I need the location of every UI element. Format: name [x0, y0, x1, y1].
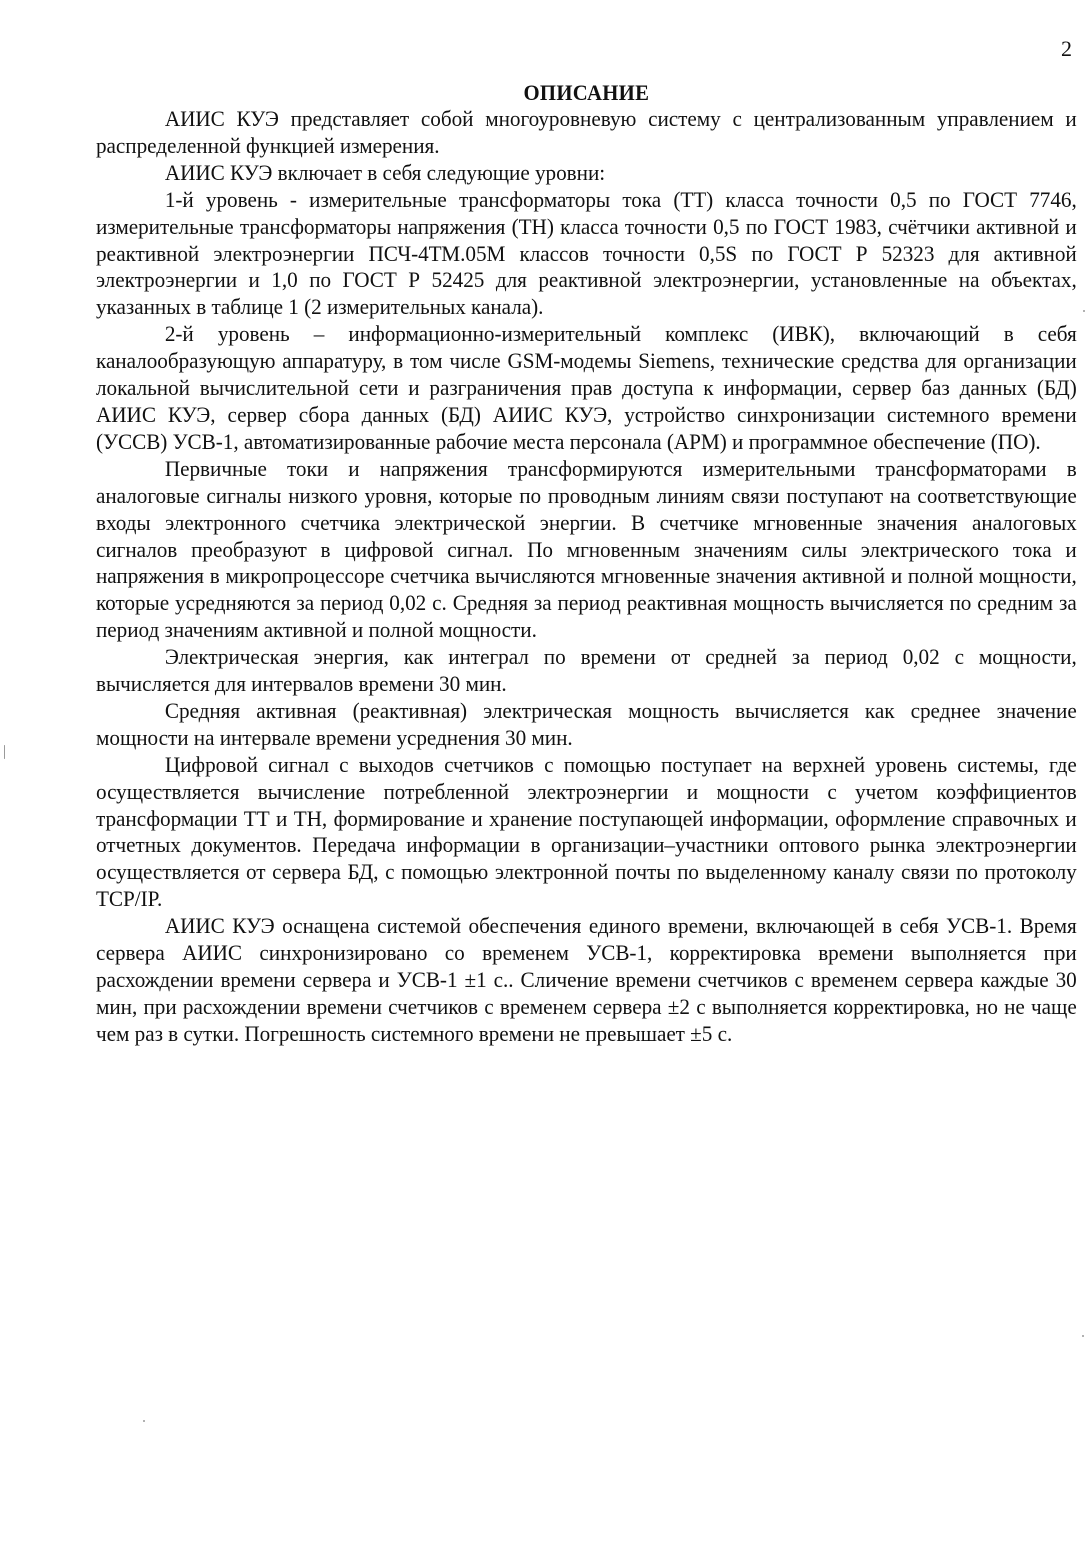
page-number: 2 [1061, 36, 1072, 61]
paragraph-average-power: Средняя активная (реактивная) электрическая мощность вычисляется как среднее значение мощности на интервале времени усреднения 30 мин. [96, 697, 1077, 750]
paragraph-primary-currents: Первичные токи и напряжения трансформируются измерительными трансформаторами в аналоговые сигналы низкого уровня, которые по проводным линиям связи поступают на соответствующие входы электронного счетчика электрической энергии. В счетчике мгновенные значения аналоговых сигналов преобразуют в цифровой сигнал. По мгновенным значениям силы электрического тока и напряжения в микропроцессоре счетчика вычисляются мгновенные значения активной и полной мощности, которые усредняются за период 0,02 с. Средняя за период реактивная мощность вычисляется по средним за период значениям активной и полной мощности. [96, 455, 1077, 643]
scan-speck [4, 745, 5, 759]
scan-speck [143, 1420, 145, 1422]
paragraph-digital-signal: Цифровой сигнал с выходов счетчиков с помощью поступает на верхней уровень системы, где осуществляется вычисление потребленной электроэнергии и мощности с учетом коэффициентов трансформации ТТ и ТН, формирование и хранение поступающей информации, оформление справочных и отчетных документов. Передача информации в организации–участники оптового рынка электроэнергии осуществляется от сервера БД, с помощью электронной почты по выделенному каналу связи по протоколу TCP/IP. [96, 751, 1077, 912]
document-body [96, 79, 1077, 1048]
section-title: ОПИСАНИЕ [523, 80, 650, 105]
paragraph-time-sync: АИИС КУЭ оснащена системой обеспечения единого времени, включающей в себя УСВ-1. Время сервера АИИС синхронизировано со временем УСВ-1, корректировка времени выполняется при расхождении времени сервера и УСВ-1 ±1 с.. Сличение времени счетчиков с временем сервера каждые 30 мин, при расхождении времени счетчиков с временем сервера ±2 с выполняется корректировка, но не чаще чем раз в сутки. Погрешность системного времени не превышает ±5 с. [96, 913, 1077, 1046]
paragraph-levels-heading: АИИС КУЭ включает в себя следующие уровни: [164, 159, 606, 185]
scan-speck [1082, 1335, 1084, 1337]
paragraph-electric-energy: Электрическая энергия, как интеграл по времени от средней за период 0,02 с мощности, вычисляется для интервалов времени 30 мин. [96, 644, 1077, 697]
paragraph-level-1: 1-й уровень - измерительные трансформаторы тока (ТТ) класса точности 0,5 по ГОСТ 7746, измерительные трансформаторы напряжения (ТН) класса точности 0,5 по ГОСТ 1983, счётчики активной и реактивной электроэнергии ПСЧ-4ТМ.05М классов точности 0,5S по ГОСТ Р 52323 для активной электроэнергии и 1,0 по ГОСТ Р 52425 для реактивной электроэнергии, установленные на объектах, указанных в таблице 1 (2 измерительных канала). [96, 186, 1077, 320]
paragraph-intro: АИИС КУЭ представляет собой многоуровневую систему с централизованным управлением и распределенной функцией измерения. [96, 106, 1077, 158]
paragraph-level-2: 2-й уровень – информационно-измерительный комплекс (ИВК), включающий в себя каналообразующую аппаратуру, в том числе GSM-модемы Siemens, технические средства для организации локальной вычислительной сети и разграничения прав доступа к информации, сервер баз данных (БД) АИИС КУЭ, сервер сбора данных (БД) АИИС КУЭ, устройство синхронизации системного времени (УССВ) УСВ-1, автоматизированные рабочие места персонала (АРМ) и программное обеспечение (ПО). [96, 321, 1077, 454]
scan-speck [1083, 310, 1085, 312]
